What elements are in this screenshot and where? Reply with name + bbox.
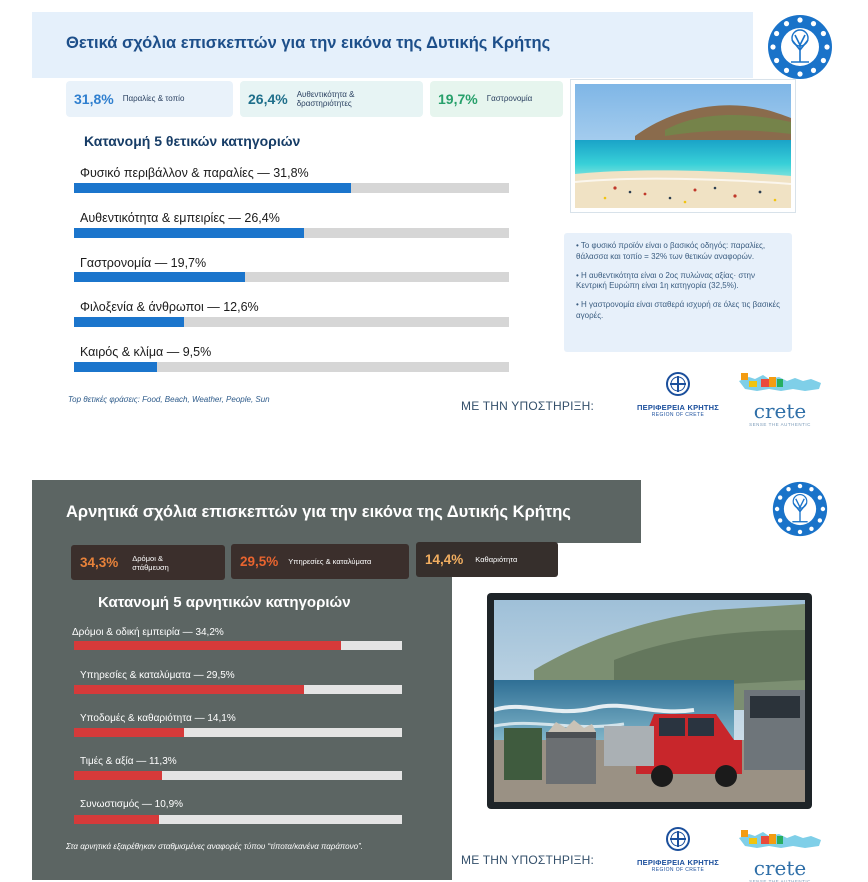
bar-fill bbox=[74, 685, 304, 694]
region-sub: REGION OF CRETE bbox=[651, 867, 705, 873]
stat-label: Γαστρονομία bbox=[486, 94, 533, 104]
insight-text: • Το φυσικό προϊόν είναι ο βασικός οδηγός: παραλίες, θάλασσα και τοπίο = 32% των θετικών αναφορών. bbox=[576, 241, 766, 261]
bar-label: Φιλοξενία & άνθρωποι — 12,6% bbox=[80, 300, 259, 314]
crete-brand-logo bbox=[735, 826, 825, 882]
bar-label: Φυσικό περιβάλλον & παραλίες — 31,8% bbox=[80, 166, 309, 180]
stat-label: Δρόμοι & στάθμευση bbox=[132, 553, 169, 572]
bar-label: Τιμές & αξία — 11,3% bbox=[80, 756, 177, 767]
greek-emblem-icon bbox=[632, 827, 724, 851]
region-of-crete-logo bbox=[632, 372, 724, 422]
crete-island-icon bbox=[735, 826, 825, 852]
beach-landscape-image bbox=[575, 84, 791, 208]
bar-fill bbox=[74, 362, 157, 372]
crete-tagline: SENSE THE AUTHENTIC bbox=[749, 879, 811, 882]
bar-fill bbox=[74, 815, 159, 824]
stat-value: 34,3% bbox=[80, 555, 119, 570]
bar-fill bbox=[74, 272, 245, 282]
bar-track bbox=[74, 317, 509, 327]
bar-track bbox=[74, 641, 402, 650]
stat-card-roads bbox=[71, 545, 225, 580]
organization-emblem-icon bbox=[767, 481, 833, 537]
negative-footnote: Στα αρνητικά εξαιρέθηκαν σταθμισμένες αναφορές τύπου “τίποτα/κανένα παράπονο”. bbox=[66, 842, 363, 851]
support-label: ΜΕ ΤΗΝ ΥΠΟΣΤΗΡΙΞΗ: bbox=[461, 399, 595, 413]
positive-insights-box bbox=[564, 233, 792, 352]
top-phrases-note: Top θετικές φράσεις: Food, Beach, Weather, People, Sun bbox=[68, 395, 270, 404]
coastal-parking-image bbox=[494, 600, 805, 802]
stat-label: Αυθεντικότητα & δραστηριότητες bbox=[296, 89, 355, 108]
stat-value: 19,7% bbox=[438, 91, 478, 107]
bar-fill bbox=[74, 317, 184, 327]
bar-fill bbox=[74, 228, 304, 238]
stat-value: 31,8% bbox=[74, 91, 114, 107]
bar-label: Καιρός & κλίμα — 9,5% bbox=[80, 345, 212, 359]
bar-track bbox=[74, 183, 509, 193]
region-name: ΠΕΡΙΦΕΡΕΙΑ ΚΡΗΤΗΣ bbox=[637, 858, 719, 867]
positive-slide-title: Θετικά σχόλια επισκεπτών για την εικόνα της Δυτικής Κρήτης bbox=[66, 34, 551, 52]
bar-track bbox=[74, 272, 509, 282]
negative-chart-heading: Κατανομή 5 αρνητικών κατηγοριών bbox=[98, 594, 351, 611]
stat-card-beaches bbox=[66, 81, 233, 117]
support-label: ΜΕ ΤΗΝ ΥΠΟΣΤΗΡΙΞΗ: bbox=[461, 853, 595, 867]
stat-label: Καθαριότητα bbox=[475, 555, 518, 564]
bar-track bbox=[74, 362, 509, 372]
crete-wordmark: crete bbox=[753, 399, 807, 423]
region-sub: REGION OF CRETE bbox=[651, 412, 705, 418]
bar-label: Υποδομές & καθαριότητα — 14,1% bbox=[80, 713, 236, 724]
parking-photo bbox=[487, 593, 812, 809]
crete-wordmark: crete bbox=[753, 856, 807, 880]
stat-value: 29,5% bbox=[240, 554, 279, 569]
bar-fill bbox=[74, 641, 341, 650]
bar-label: Υπηρεσίες & καταλύματα — 29,5% bbox=[80, 670, 235, 681]
greek-emblem-icon bbox=[632, 372, 724, 396]
region-of-crete-logo bbox=[632, 827, 724, 877]
bar-track bbox=[74, 228, 509, 238]
bar-track bbox=[74, 728, 402, 737]
organization-emblem-icon bbox=[767, 14, 833, 80]
bar-track bbox=[74, 771, 402, 780]
stat-card-gastronomy bbox=[430, 81, 563, 117]
bar-fill bbox=[74, 728, 184, 737]
stat-card-services bbox=[231, 544, 409, 579]
insight-text: • Η γαστρονομία είναι σταθερά ισχυρή σε όλες τις βασικές αγορές. bbox=[576, 300, 780, 320]
positive-chart-heading: Κατανομή 5 θετικών κατηγοριών bbox=[84, 133, 301, 149]
insight-text: • Η αυθεντικότητα είναι ο 2ος πυλώνας αξίας· στην Κεντρική Ευρώπη είναι 1η κατηγορία (32,5%). bbox=[576, 270, 755, 291]
negative-slide-title: Αρνητικά σχόλια επισκεπτών για την εικόνα της Δυτικής Κρήτης bbox=[66, 503, 571, 521]
stat-card-authenticity bbox=[240, 81, 423, 117]
crete-tagline: SENSE THE AUTHENTIC bbox=[749, 422, 811, 427]
bar-fill bbox=[74, 771, 162, 780]
bar-label: Γαστρονομία — 19,7% bbox=[80, 256, 207, 270]
stat-value: 14,4% bbox=[425, 552, 464, 567]
stat-label: Υπηρεσίες & καταλύματα bbox=[288, 557, 372, 566]
bar-label: Συνωστισμός — 10,9% bbox=[80, 799, 184, 810]
crete-brand-logo bbox=[735, 369, 825, 427]
stat-label: Παραλίες & τοπίο bbox=[122, 94, 185, 104]
beach-photo bbox=[570, 79, 796, 213]
bar-label: Αυθεντικότητα & εμπειρίες — 26,4% bbox=[80, 211, 280, 225]
crete-island-icon bbox=[735, 369, 825, 395]
bar-track bbox=[74, 685, 402, 694]
bar-label: Δρόμοι & οδική εμπειρία — 34,2% bbox=[72, 627, 224, 638]
stat-value: 26,4% bbox=[248, 91, 288, 107]
bar-track bbox=[74, 815, 402, 824]
region-name: ΠΕΡΙΦΕΡΕΙΑ ΚΡΗΤΗΣ bbox=[637, 403, 719, 412]
bar-fill bbox=[74, 183, 351, 193]
stat-card-cleanliness bbox=[416, 542, 558, 577]
